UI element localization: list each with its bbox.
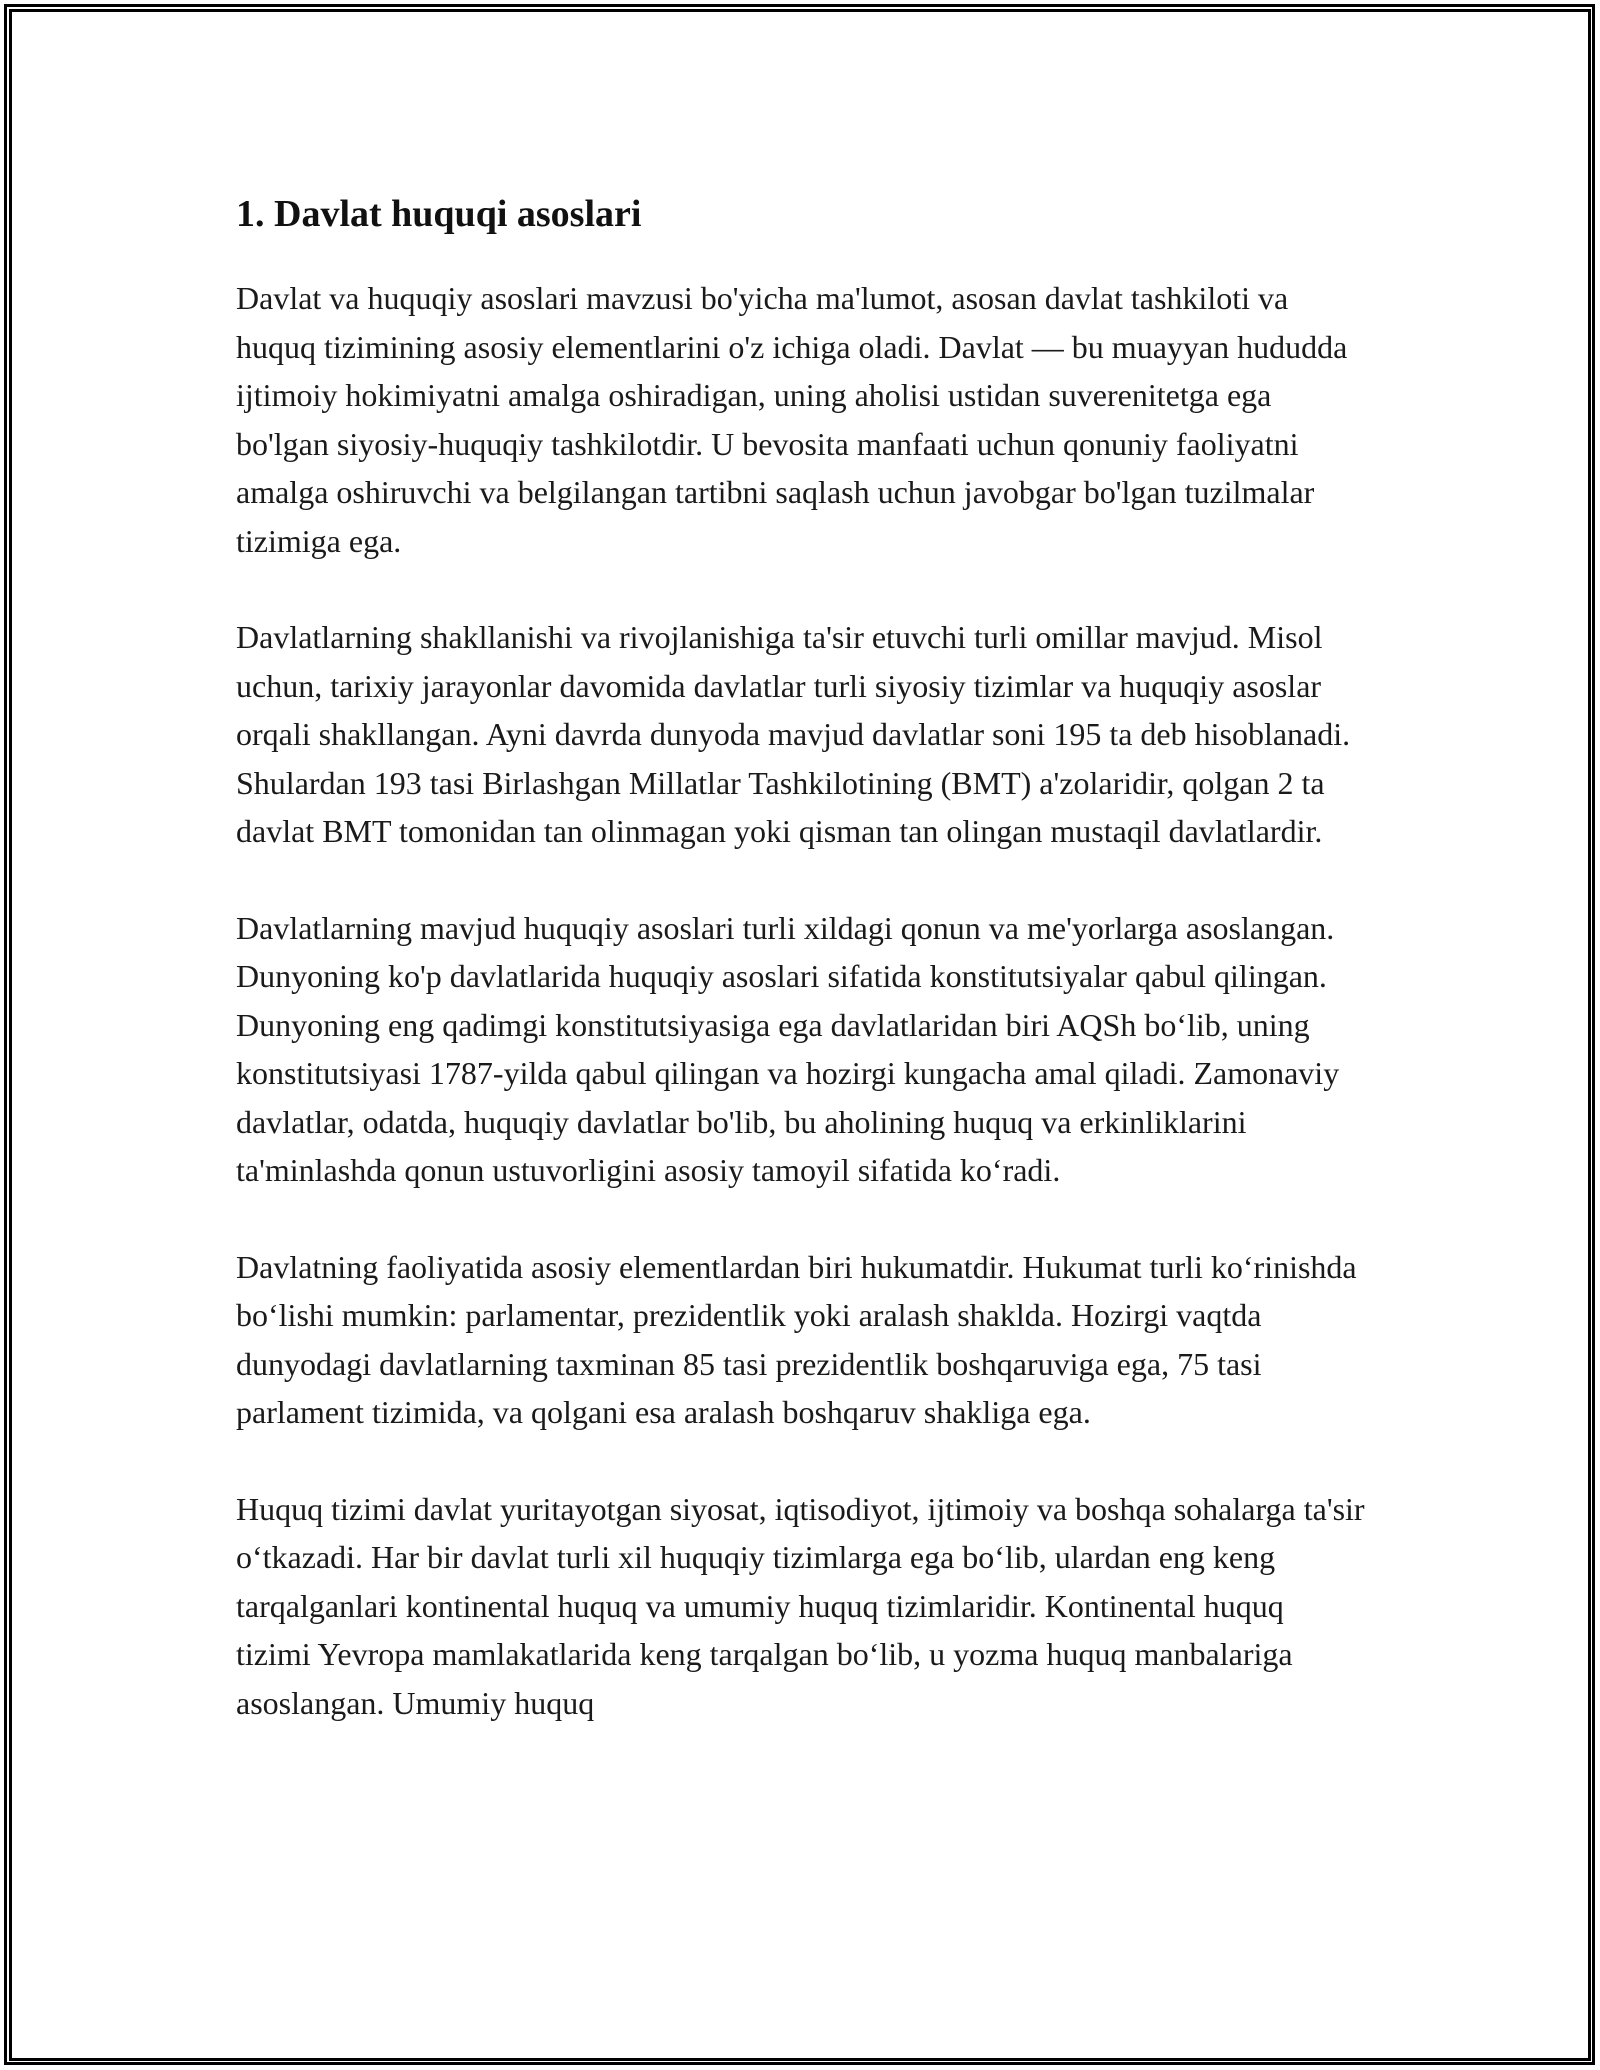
document-body <box>236 184 1366 1775</box>
paragraph-5: Huquq tizimi davlat yuritayotgan siyosat, iqtisodiyot, ijtimoiy va boshqa sohalarga ta'sir o‘tkazadi. Har bir davlat turli xil huquqiy tizimlarga ega bo‘lib, ulardan eng keng tarqalganlari kontinental huquq va umumiy huquq tizimlaridir. Kontinental huquq tizimi Yevropa mamlakatlarida keng tarqalgan bo‘lib, u yozma huquq manbalariga asoslangan. Umumiy huquq <box>236 1490 1365 1721</box>
paragraph-3: Davlatlarning mavjud huquqiy asoslari turli xildagi qonun va me'yorlarga asoslangan. Dunyoning ko'p davlatlarida huquqiy asoslari sifatida konstitutsiyalar qabul qilingan. Dunyoning eng qadimgi konstitutsiyasiga ega davlatlaridan biri AQSh bo‘lib, uning konstitutsiyasi 1787-yilda qabul qilingan va hozirgi kungacha amal qiladi. Zamonaviy davlatlar, odatda, huquqiy davlatlar bo'lib, bu aholining huquq va erkinliklarini ta'minlashda qonun ustuvorligini asosiy tamoyil sifatida ko‘radi. <box>236 909 1340 1188</box>
paragraph-1: Davlat va huquqiy asoslari mavzusi bo'yicha ma'lumot, asosan davlat tashkiloti va huquq tizimining asosiy elementlarini o'z ichiga oladi. Davlat — bu muayyan hududda ijtimoiy hokimiyatni amalga oshiradigan, uning aholisi ustidan suverenitetga ega bo'lgan siyosiy-huquqiy tashkilotdir. U bevosita manfaati uchun qonuniy faoliyatni amalga oshiruvchi va belgilangan tartibni saqlash uchun javobgar bo'lgan tuzilmalar tizimiga ega. <box>236 280 1348 559</box>
section-heading: 1. Davlat huquqi asoslari <box>236 193 642 235</box>
paragraph-4: Davlatning faoliyatida asosiy elementlardan biri hukumatdir. Hukumat turli ko‘rinishda bo‘lishi mumkin: parlamentar, prezidentlik yoki aralash shaklda. Hozirgi vaqtda dunyodagi davlatlarning taxminan 85 tasi prezidentlik boshqaruviga ega, 75 tasi parlament tizimida, va qolgani esa aralash boshqaruv shakliga ega. <box>236 1248 1357 1430</box>
paragraph-2: Davlatlarning shakllanishi va rivojlanishiga ta'sir etuvchi turli omillar mavjud. Misol uchun, tarixiy jarayonlar davomida davlatlar turli siyosiy tizimlar va huquqiy asoslar orqali shakllangan. Ayni davrda dunyoda mavjud davlatlar soni 195 ta deb hisoblanadi. Shulardan 193 tasi Birlashgan Millatlar Tashkilotining (BMT) a'zolaridir, qolgan 2 ta davlat BMT tomonidan tan olinmagan yoki qisman tan olingan mustaqil davlatlardir. <box>236 619 1351 849</box>
